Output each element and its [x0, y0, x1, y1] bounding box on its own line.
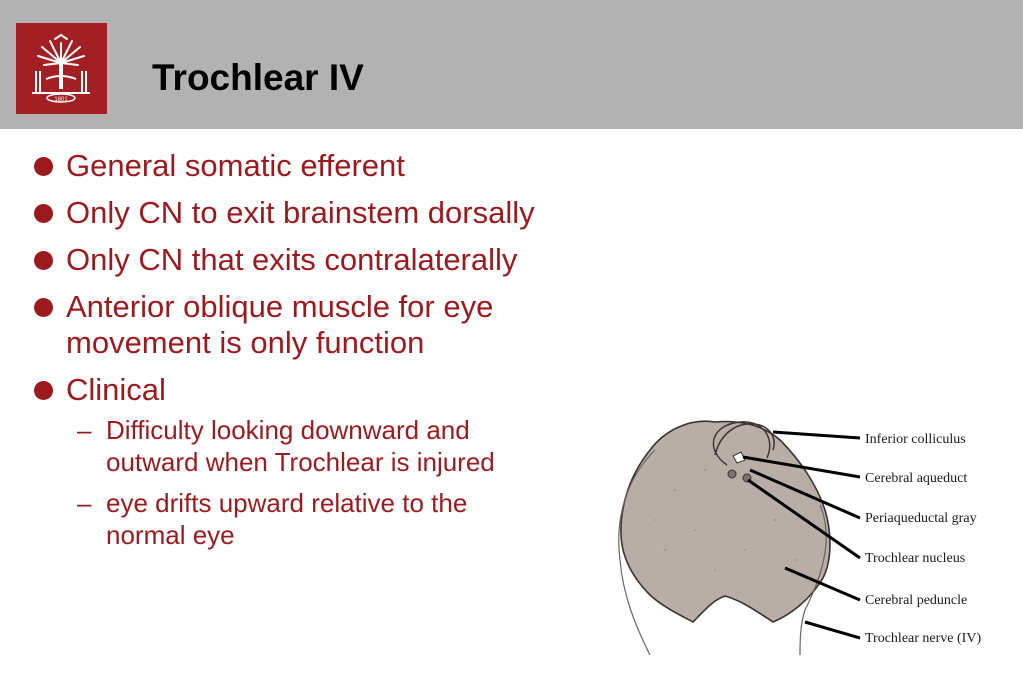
bullet-item	[32, 372, 612, 408]
sub-bullet-text: eye drifts upward relative to the normal eye	[106, 488, 468, 550]
midbrain-section-shape	[621, 421, 830, 622]
bullet-text: Only CN that exits contralaterally	[66, 242, 518, 277]
midbrain-diagram	[595, 410, 1015, 670]
bullet-text: Only CN to exit brainstem dorsally	[66, 195, 535, 230]
bullet-item	[32, 242, 612, 278]
figure-label-trochlear-nucleus: Trochlear nucleus	[865, 551, 966, 566]
bullet-dot-icon	[34, 251, 53, 270]
figure-label-periaqueductal-gray: Periaqueductal gray	[865, 511, 977, 526]
bullet-item	[32, 195, 612, 231]
dash-icon: –	[77, 415, 92, 445]
bullet-text: Anterior oblique muscle for eye movement is only function	[66, 289, 494, 360]
figure-label-cerebral-aqueduct: Cerebral aqueduct	[865, 471, 968, 486]
svg-text:1801: 1801	[54, 97, 68, 103]
figure-label-trochlear-nerve: Trochlear nerve (IV)	[865, 631, 982, 646]
dash-icon: –	[77, 488, 92, 518]
bullet-text: Clinical	[66, 372, 166, 407]
bullet-dot-icon	[34, 298, 53, 317]
bullet-item	[32, 289, 566, 361]
bullet-text: General somatic efferent	[66, 148, 405, 183]
figure-label-inferior-colliculus: Inferior colliculus	[865, 432, 966, 447]
palmetto-logo-icon	[16, 23, 107, 114]
bullet-dot-icon	[34, 204, 53, 223]
sub-bullet-item	[32, 487, 546, 551]
bullet-list	[32, 148, 612, 560]
sub-bullet-item	[32, 414, 566, 478]
slide-title: Trochlear IV	[152, 57, 364, 98]
figure-label-cerebral-peduncle: Cerebral peduncle	[865, 593, 968, 608]
slide-header	[0, 0, 1023, 129]
bullet-dot-icon	[34, 381, 53, 400]
bullet-item	[32, 148, 612, 184]
bullet-dot-icon	[34, 157, 53, 176]
sub-bullet-text: Difficulty looking downward and outward when Trochlear is injured	[106, 415, 495, 477]
